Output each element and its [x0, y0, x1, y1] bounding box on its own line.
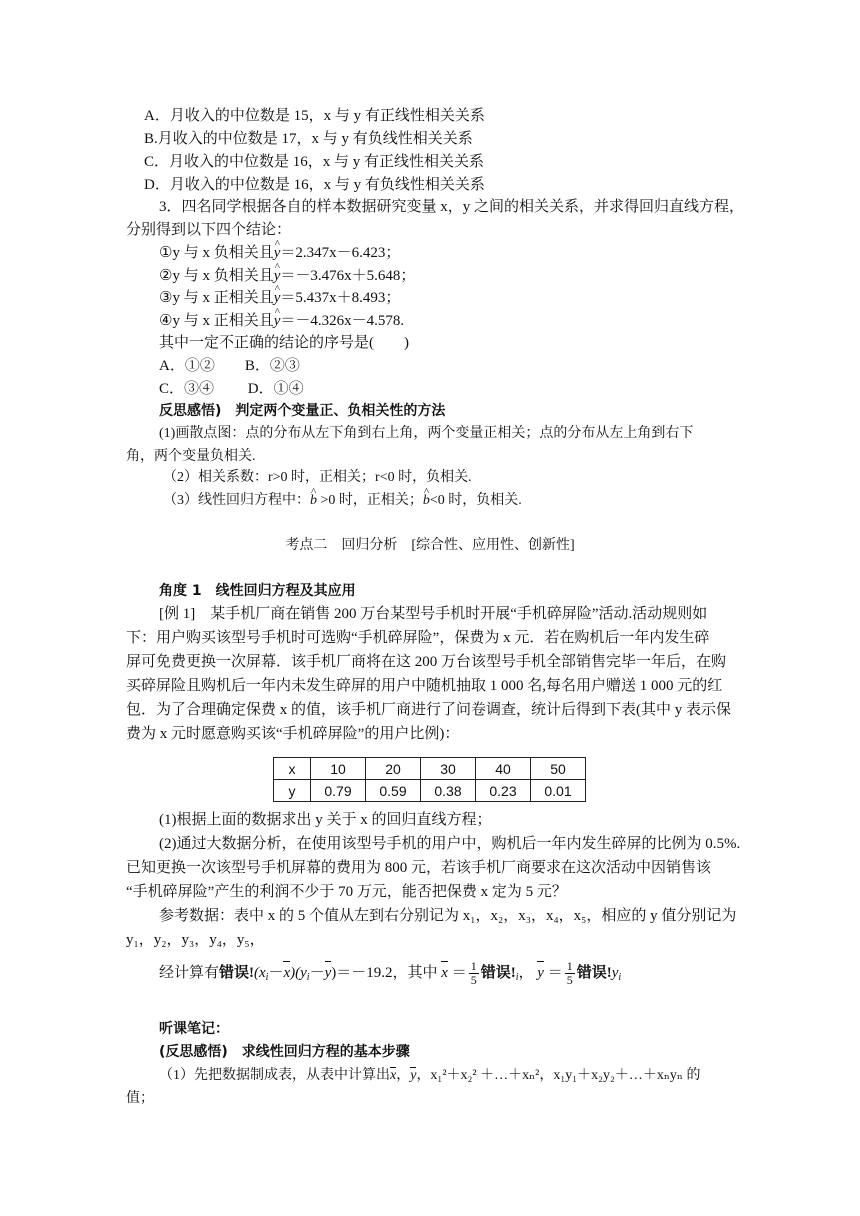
- y-hat-symbol: ^ y: [274, 288, 281, 308]
- equals-sign: ＝: [547, 965, 563, 981]
- example-line-1: [例 1] 某手机厂商在销售 200 万台某型号手机时开展“手机碎屏险”活动.活动规则如: [159, 606, 708, 622]
- c3-prefix: ③y 与 x 正相关且: [159, 290, 274, 306]
- example-line-6: 费为 x 元时愿意购买该“手机碎屏险”的用户比例)：: [126, 726, 460, 742]
- error-marker: 错误!: [576, 965, 612, 981]
- error-marker: 错误!: [480, 965, 516, 981]
- c2-prefix: ②y 与 x 负相关且: [159, 268, 274, 284]
- table-cell: 20: [366, 758, 421, 780]
- y-bar-symbol: y: [537, 960, 544, 986]
- example-line-2: 下：用户购买该型号手机时可选购“手机碎屏险”，保费为 x 元．若在购机后一年内发生碎: [126, 630, 710, 646]
- p3-suffix: <0 时，负相关.: [429, 493, 522, 508]
- reflection-1-p1a: (1)画散点图：点的分布从左下角到右上角，两个变量正相关；点的分布从左上角到右下: [159, 426, 694, 441]
- data-table: [273, 757, 586, 802]
- example-line-5: 包．为了合理确定保费 x 的值，该手机厂商进行了问卷调查，统计后得到下表(其中 y 表示保: [126, 702, 731, 718]
- q3-stem-line2: 分别得到以下四个结论：: [126, 222, 292, 238]
- table-cell: 0.38: [421, 780, 476, 802]
- reference-line-1: 参考数据：表中 x 的 5 个值从左到右分别记为 x₁，x₂，x₃，x₄，x₅，相应的 y 值分别记为: [159, 908, 737, 924]
- q2-option-a: A．月收入的中位数是 15，x 与 y 有正线性相关关系: [144, 108, 485, 124]
- notes-heading: 听课笔记：: [159, 1021, 229, 1037]
- question-1: (1)根据上面的数据求出 y 关于 x 的回归直线方程；: [159, 812, 492, 828]
- q2-option-d: D．月收入的中位数是 16，x 与 y 有负线性相关关系: [144, 177, 485, 193]
- separator: ，: [518, 965, 534, 981]
- c1-prefix: ①y 与 x 负相关且: [159, 245, 274, 261]
- calc-part: －: [268, 965, 284, 981]
- question-2-line1: (2)通过大数据分析，在使用该型号手机的用户中，购机后一年内发生碎屏的比例为 0.5%.: [159, 836, 741, 852]
- b-hat-symbol: ^ b: [310, 491, 317, 511]
- table-cell: 0.01: [531, 780, 586, 802]
- question-2-line2: 已知更换一次该型号手机屏幕的费用为 800 元，若该手机厂商要求在这次活动中因销售该: [126, 860, 712, 876]
- q3-options-ab: A．①② B．②③: [159, 358, 300, 374]
- reflection-1-p3: [163, 491, 522, 511]
- q2-option-c: C．月收入的中位数是 16，x 与 y 有正线性相关关系: [144, 154, 485, 170]
- c4-equation: ＝－4.326x－4.578.: [280, 313, 405, 329]
- x-bar-symbol: x: [390, 1066, 396, 1086]
- reflection-1-p1b: 角，两个变量负相关.: [126, 449, 256, 464]
- table-row: [274, 780, 586, 802]
- angle-heading: 角度 1 线性回归方程及其应用: [159, 583, 356, 599]
- step1-suffix: ，x₁²＋x₂² ＋…＋xₙ²，x₁y₁＋x₂y₂＋…＋xₙyₙ 的: [416, 1068, 701, 1083]
- y-hat-symbol: ^ y: [274, 311, 281, 331]
- c3-equation: ＝5.437x＋8.493；: [280, 290, 401, 306]
- table-cell: y: [274, 780, 311, 802]
- fraction-one-fifth: [565, 960, 575, 987]
- y-hat-symbol: ^ y: [274, 266, 281, 286]
- q3-conclusion-4: [159, 311, 404, 331]
- calc-part: (x: [254, 965, 266, 981]
- fraction-numerator: 1: [470, 959, 477, 974]
- table-row: [274, 758, 586, 780]
- c4-prefix: ④y 与 x 正相关且: [159, 313, 274, 329]
- y-bar-symbol: y: [410, 1066, 416, 1086]
- x-bar-symbol: x: [441, 960, 448, 986]
- fraction-numerator: 1: [566, 959, 573, 974]
- calc-part: )(y: [290, 965, 307, 981]
- q2-option-b: B.月收入的中位数是 17，x 与 y 有负线性相关关系: [144, 131, 473, 147]
- q3-stem-line1: 3．四名同学根据各自的样本数据研究变量 x，y 之间的相关关系，并求得回归直线方程，: [159, 199, 745, 215]
- reflection-2-step1-end: 值；: [126, 1091, 154, 1106]
- table-cell: 0.79: [311, 780, 366, 802]
- table-cell: 40: [476, 758, 531, 780]
- reference-calculation: 经计算有错误$!(x_i-x)(y_i-y)=-19.2$，其中 x ＝ $\frac{1}{5}$ 错误$!_i$， y ＝ $\frac{1}{5}$ 错误$!y_i$: [159, 959, 622, 988]
- p3-prefix: （3）线性回归方程中：: [163, 493, 310, 508]
- question-2-line3: “手机碎屏险”产生的利润不少于 70 万元，能否把保费 x 定为 5 元？: [126, 884, 567, 900]
- reference-line-2: y₁，y₂，y₃，y₄，y₅，: [126, 932, 265, 948]
- y-hat-symbol: ^ y: [274, 243, 281, 263]
- b-hat-symbol: ^ b: [423, 491, 430, 511]
- p3-middle: >0 时，正相关；: [317, 493, 423, 508]
- q3-options-cd: C．③④ D．①④: [159, 381, 304, 397]
- reflection-heading-2: (反思感悟) 求线性回归方程的基本步骤: [159, 1044, 410, 1060]
- fraction-denominator: 5: [566, 973, 573, 988]
- section-title: 考点二 回归分析 [综合性、应用性、创新性]: [285, 538, 575, 553]
- reflection-1-p2: （2）相关系数：r>0 时，正相关；r<0 时，负相关.: [163, 470, 472, 485]
- c1-equation: ＝2.347x－6.423；: [280, 245, 401, 261]
- equals-sign: ＝: [451, 965, 467, 981]
- table-cell: 50: [531, 758, 586, 780]
- table-cell: 30: [421, 758, 476, 780]
- fraction-one-fifth: [469, 960, 479, 987]
- q3-conclusion-2: [159, 266, 415, 286]
- fraction-denominator: 5: [470, 973, 477, 988]
- y-bar-symbol: y: [325, 960, 332, 986]
- table-cell: 10: [311, 758, 366, 780]
- table-cell: x: [274, 758, 311, 780]
- example-line-4: 买碎屏险且购机后一年内未发生碎屏的用户中随机抽取 1 000 名,每名用户赠送 1 000 元的红: [126, 678, 723, 694]
- table-cell: 0.23: [476, 780, 531, 802]
- reflection-2-step1: （1）先把数据制成表，从表中计算出x，y，x₁²＋x₂² ＋…＋xₙ²，x₁y₁＋x₂y₂＋…＋xₙyₙ 的: [159, 1066, 700, 1086]
- calc-part: )＝－19.2，其中: [331, 965, 438, 981]
- x-bar-symbol: x: [283, 960, 290, 986]
- calc-prefix: 经计算有: [159, 965, 220, 981]
- q3-question: 其中一定不正确的结论的序号是( ): [159, 335, 409, 351]
- error-marker: 错误!: [219, 965, 255, 981]
- table-cell: 0.59: [366, 780, 421, 802]
- c2-equation: ＝－3.476x＋5.648；: [280, 268, 416, 284]
- step1-prefix: （1）先把数据制成表，从表中计算出: [159, 1068, 390, 1083]
- example-line-3: 屏可免费更换一次屏幕．该手机厂商将在这 200 万台该型号手机全部销售完毕一年后，在购: [126, 654, 727, 670]
- reflection-heading-1: 反思感悟) 判定两个变量正、负相关性的方法: [159, 403, 446, 419]
